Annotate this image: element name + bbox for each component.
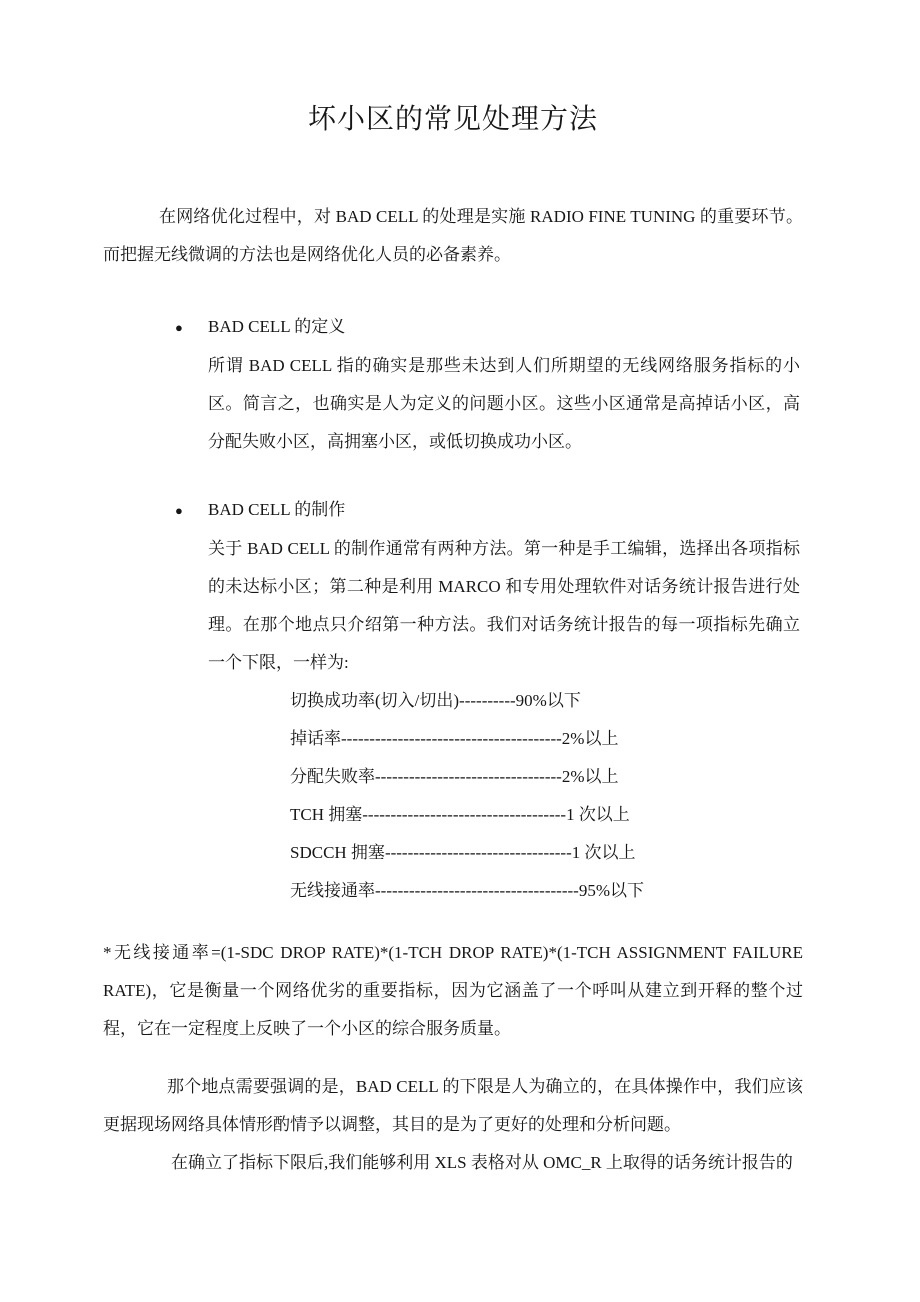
threshold-value: 1 次以上 bbox=[571, 843, 636, 862]
threshold-line bbox=[290, 834, 803, 872]
threshold-dashes: --------------------------------------- bbox=[341, 729, 562, 748]
threshold-label: 分配失败率 bbox=[290, 767, 375, 786]
intro-paragraph: 在网络优化过程中，对 BAD CELL 的处理是实施 RADIO FINE TUNING 的重要环节。而把握无线微调的方法也是网络优化人员的必备素养。 bbox=[103, 207, 803, 264]
formula-note-paragraph: *无线接通率=(1-SDC DROP RATE)*(1-TCH DROP RATE)*(1-TCH ASSIGNMENT FAILURE RATE)，它是衡量一个网络优劣的重要指标，因为它涵盖了一个呼叫从建立到开释的整个过程，它在一定程度上反映了一个小区的综合服务质量。 bbox=[103, 943, 803, 1038]
threshold-dashes: --------------------------------- bbox=[384, 843, 572, 862]
threshold-dashes: ------------------------------------ bbox=[375, 881, 579, 900]
bullet-item-creation bbox=[175, 491, 803, 530]
threshold-label: 掉话率 bbox=[290, 729, 341, 748]
bullet-label-definition: BAD CELL 的定义 bbox=[208, 317, 346, 336]
threshold-value: 2%以上 bbox=[561, 767, 619, 786]
threshold-line bbox=[290, 872, 803, 910]
threshold-value: 2%以上 bbox=[561, 729, 619, 748]
threshold-dashes: ---------- bbox=[459, 691, 516, 710]
threshold-line bbox=[290, 758, 803, 796]
threshold-value: 95%以下 bbox=[578, 881, 644, 900]
bullet-icon: ● bbox=[175, 503, 183, 518]
threshold-label: TCH 拥塞 bbox=[290, 805, 363, 824]
emphasis-paragraph: 那个地点需要强调的是，BAD CELL 的下限是人为确立的，在具体操作中，我们应该更据现场网络具体情形酌情予以调整，其目的是为了更好的处理和分析问题。 bbox=[103, 1077, 803, 1134]
threshold-dashes: --------------------------------- bbox=[375, 767, 562, 786]
threshold-label: 切换成功率(切入/切出) bbox=[290, 691, 460, 710]
page-title: 坏小区的常见处理方法 bbox=[307, 104, 598, 135]
threshold-list bbox=[290, 682, 803, 910]
creation-paragraph: 关于 BAD CELL 的制作通常有两种方法。第一种是手工编辑，选择出各项指标的未达标小区；第二种是利用 MARCO 和专用处理软件对话务统计报告进行处理。在那个地点只介绍第一种方法。我们对话务统计报告的每一项指标先确立一个下限，一样为: bbox=[208, 539, 800, 672]
threshold-value: 1 次以上 bbox=[566, 805, 630, 824]
threshold-label: SDCCH 拥塞 bbox=[290, 843, 385, 862]
threshold-dashes: ------------------------------------ bbox=[362, 805, 567, 824]
bullet-item-definition bbox=[175, 308, 803, 347]
threshold-line bbox=[290, 682, 803, 720]
closing-paragraph: 在确立了指标下限后,我们能够利用 XLS 表格对从 OMC_R 上取得的话务统计报告的 bbox=[171, 1153, 793, 1172]
threshold-label: 无线接通率 bbox=[290, 881, 375, 900]
threshold-line bbox=[290, 796, 803, 834]
definition-paragraph: 所谓 BAD CELL 指的确实是那些未达到人们所期望的无线网络服务指标的小区。简言之，也确实是人为定义的问题小区。这些小区通常是高掉话小区，高分配失败小区，高拥塞小区，或低切换成功小区。 bbox=[208, 356, 800, 451]
threshold-line bbox=[290, 720, 803, 758]
bullet-icon: ● bbox=[175, 320, 183, 335]
bullet-label-creation: BAD CELL 的制作 bbox=[208, 500, 346, 519]
threshold-value: 90%以下 bbox=[515, 691, 581, 710]
